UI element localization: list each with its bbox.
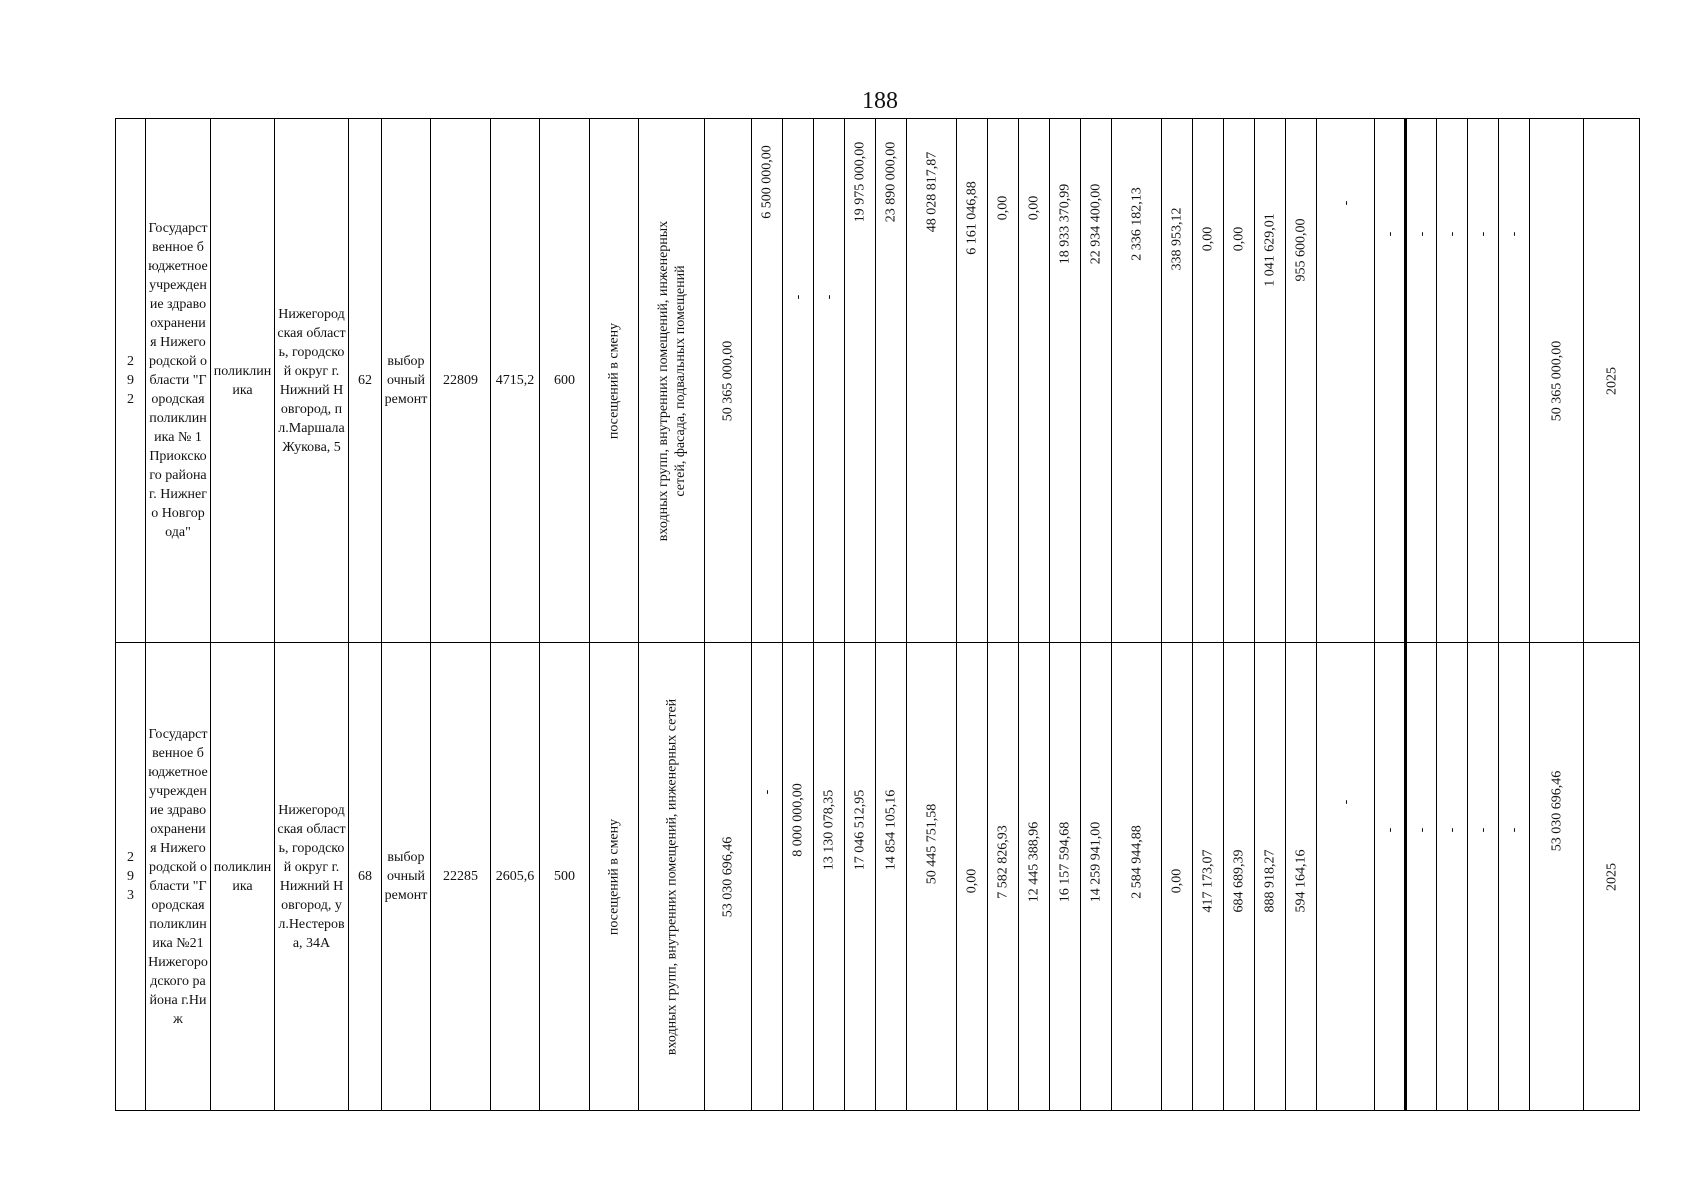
total-cost: 50 365 000,00	[705, 119, 752, 643]
value-cell: 23 890 000,00	[876, 119, 907, 643]
value-cell: 17 046 512,95	[845, 643, 876, 1111]
col5-value: 62	[349, 119, 382, 643]
value-cell: 48 028 817,87	[907, 119, 957, 643]
value-cell: 888 918,27	[1255, 643, 1286, 1111]
value-cell: 8 000 000,00	[783, 643, 814, 1111]
value-cell: 417 173,07	[1193, 643, 1224, 1111]
dash-cell: -	[1317, 643, 1375, 1111]
value-cell: 0,00	[1224, 119, 1255, 643]
row-number: 2 9 3	[116, 643, 146, 1111]
col7-value: 22809	[431, 119, 491, 643]
repair-type: выборочный ремонт	[382, 119, 431, 643]
dash-cell: -	[1499, 119, 1530, 643]
value-cell: 6 161 046,88	[957, 119, 988, 643]
value-cell: 0,00	[957, 643, 988, 1111]
value-cell: 955 600,00	[1286, 119, 1317, 643]
value-cell: 594 164,16	[1286, 643, 1317, 1111]
address: Нижегородская область, городской округ г. Нижний Новгород, пл.Маршала Жукова, 5	[275, 119, 349, 643]
capacity-unit: посещений в смену	[590, 643, 639, 1111]
dash-cell: -	[1406, 643, 1437, 1111]
capacity-unit: посещений в смену	[590, 119, 639, 643]
capacity: 500	[540, 643, 590, 1111]
value-cell: 338 953,12	[1162, 119, 1193, 643]
address: Нижегородская область, городской округ г. Нижний Новгород, ул.Нестерова, 34А	[275, 643, 349, 1111]
page-number: 188	[862, 88, 898, 114]
sum-cell: 53 030 696,46	[1530, 643, 1584, 1111]
works-description: входных групп, внутренних помещений, инженерных сетей, фасада, подвальных помещений	[639, 119, 705, 643]
value-cell: 18 933 370,99	[1050, 119, 1081, 643]
capacity: 600	[540, 119, 590, 643]
value-cell: 0,00	[1162, 643, 1193, 1111]
value-cell: -	[752, 643, 783, 1111]
value-cell: -	[783, 119, 814, 643]
value-cell: 13 130 078,35	[814, 643, 845, 1111]
value-cell: 0,00	[1019, 119, 1050, 643]
dash-cell: -	[1499, 643, 1530, 1111]
value-cell: 14 854 105,16	[876, 643, 907, 1111]
value-cell: 2 584 944,88	[1112, 643, 1162, 1111]
value-cell: 16 157 594,68	[1050, 643, 1081, 1111]
dash-cell: -	[1375, 119, 1406, 643]
value-cell: 684 689,39	[1224, 643, 1255, 1111]
data-table	[115, 118, 1640, 1111]
col7-value: 22285	[431, 643, 491, 1111]
sum-cell: 50 365 000,00	[1530, 119, 1584, 643]
object-type: поликлиника	[211, 643, 275, 1111]
object-type: поликлиника	[211, 119, 275, 643]
dash-cell: -	[1375, 643, 1406, 1111]
institution-name: Государственное бюджетное учреждение здравоохранения Нижегородской области "Городская поликлиника №21 Нижегородского района г.Ниж	[146, 643, 211, 1111]
col5-value: 68	[349, 643, 382, 1111]
institution-name: Государственное бюджетное учреждение здравоохранения Нижегородской области "Городская поликлиника № 1 Приокского района г. Нижнего Новгорода"	[146, 119, 211, 643]
works-description: входных групп, внутренних помещений, инженерных сетей	[639, 643, 705, 1111]
value-cell: 50 445 751,58	[907, 643, 957, 1111]
col8-value: 4715,2	[491, 119, 540, 643]
row-number: 2 9 2	[116, 119, 146, 643]
value-cell: -	[814, 119, 845, 643]
year-cell: 2025	[1584, 119, 1640, 643]
dash-cell: -	[1406, 119, 1437, 643]
value-cell: 6 500 000,00	[752, 119, 783, 643]
dash-cell: -	[1317, 119, 1375, 643]
value-cell: 0,00	[988, 119, 1019, 643]
value-cell: 0,00	[1193, 119, 1224, 643]
value-cell: 22 934 400,00	[1081, 119, 1112, 643]
table-row	[116, 119, 1640, 643]
dash-cell: -	[1468, 643, 1499, 1111]
dash-cell: -	[1437, 119, 1468, 643]
year-cell: 2025	[1584, 643, 1640, 1111]
table-row	[116, 643, 1640, 1111]
dash-cell: -	[1437, 643, 1468, 1111]
value-cell: 19 975 000,00	[845, 119, 876, 643]
dash-cell: -	[1468, 119, 1499, 643]
value-cell: 7 582 826,93	[988, 643, 1019, 1111]
repair-type: выборочный ремонт	[382, 643, 431, 1111]
value-cell: 1 041 629,01	[1255, 119, 1286, 643]
value-cell: 14 259 941,00	[1081, 643, 1112, 1111]
col8-value: 2605,6	[491, 643, 540, 1111]
total-cost: 53 030 696,46	[705, 643, 752, 1111]
value-cell: 12 445 388,96	[1019, 643, 1050, 1111]
value-cell: 2 336 182,13	[1112, 119, 1162, 643]
